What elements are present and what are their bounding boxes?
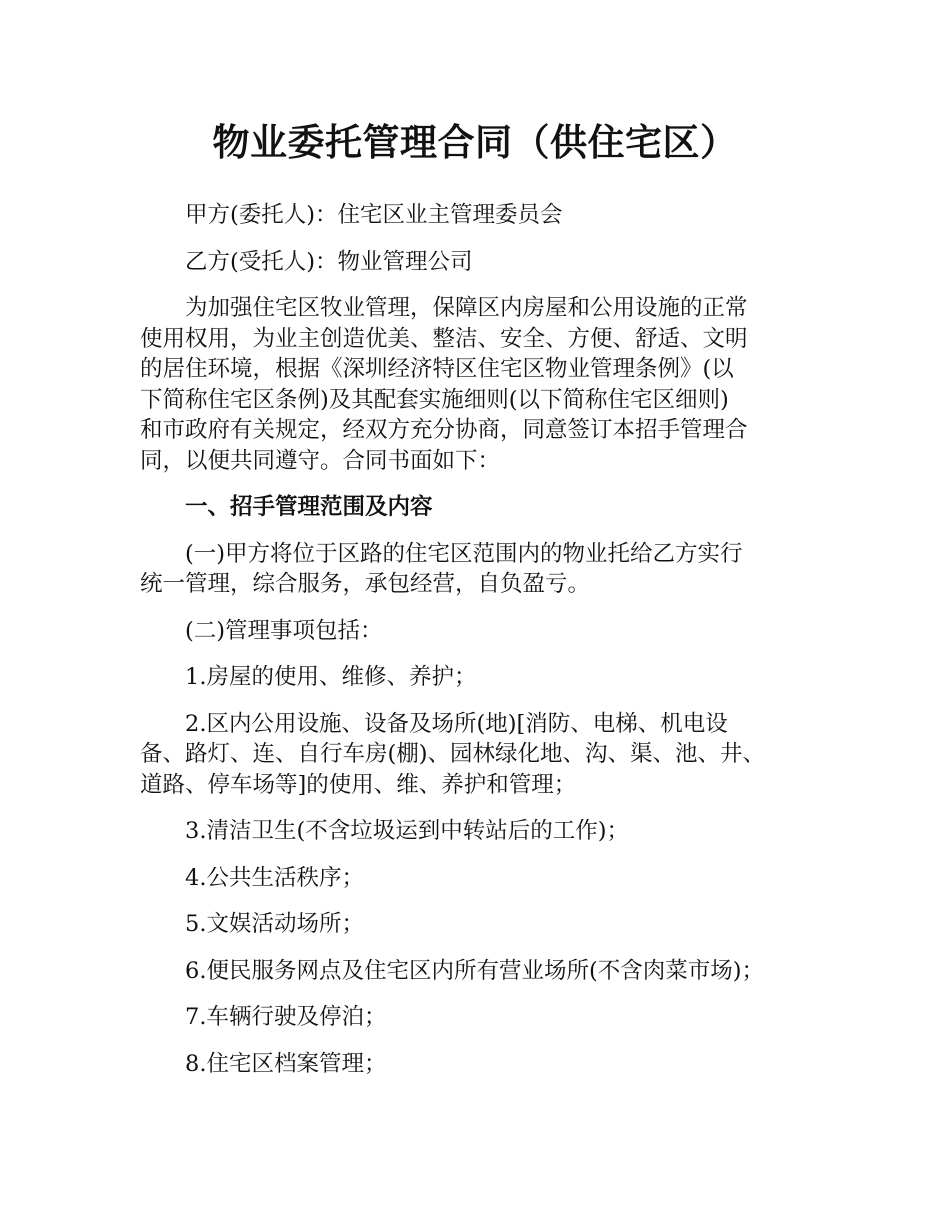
section-heading: 一、招手管理范围及内容 — [185, 494, 433, 520]
list-item: 6.便民服务网点及住宅区内所有营业场所(不含肉菜市场)； — [185, 957, 765, 984]
intro-line: 的居住环境，根据《深圳经济特区住宅区物业管理条例》(以 — [140, 356, 734, 382]
intro-paragraph — [140, 293, 830, 476]
list-item: 3.清洁卫生(不含垃圾运到中转站后的工作)； — [185, 818, 630, 844]
list-item: 4.公共生活秩序； — [185, 864, 364, 891]
list-item: 7.车辆行驶及停泊； — [185, 1004, 387, 1030]
document-title: 物业委托管理合同（供住宅区） — [212, 121, 738, 164]
intro-line: 下简称住宅区条例)及其配套实施细则(以下简称住宅区细则) — [140, 386, 729, 413]
list-item — [140, 709, 830, 801]
clause-1-line: (一)甲方将位于区路的住宅区范围内的物业托给乙方实行 — [185, 540, 743, 567]
intro-line: 使用权用，为业主创造优美、整洁、安全、方便、舒适、文明 — [140, 325, 748, 352]
intro-line: 和市政府有关规定，经双方充分协商，同意签订本招手管理合 — [140, 417, 748, 443]
item-2-line: 备、路灯、连、自行车房(棚)、园林绿化地、沟、渠、池、井、 — [140, 741, 766, 767]
list-item: 8.住宅区档案管理； — [185, 1050, 387, 1077]
intro-line: 同，以便共同遵守。合同书面如下： — [140, 447, 501, 474]
party-b: 乙方(受托人)：物业管理公司 — [185, 248, 473, 275]
list-item: 5.文娱活动场所； — [185, 911, 364, 937]
clause-1 — [140, 539, 830, 600]
item-2-line: 道路、停车场等]的使用、维、养护和管理； — [140, 771, 577, 798]
intro-line: 为加强住宅区牧业管理，保障区内房屋和公用设施的正常 — [185, 295, 748, 321]
clause-1-line: 统一管理，综合服务，承包经营，自负盈亏。 — [140, 571, 591, 597]
item-2-line: 2.区内公用设施、设备及场所(地)[消防、电梯、机电设 — [185, 710, 728, 737]
party-a: 甲方(委托人)：住宅区业主管理委员会 — [185, 202, 563, 228]
clause-2: (二)管理事项包括： — [185, 617, 383, 644]
document-body — [140, 200, 830, 1079]
list-item: 1.房屋的使用、维修、养护； — [185, 664, 477, 690]
